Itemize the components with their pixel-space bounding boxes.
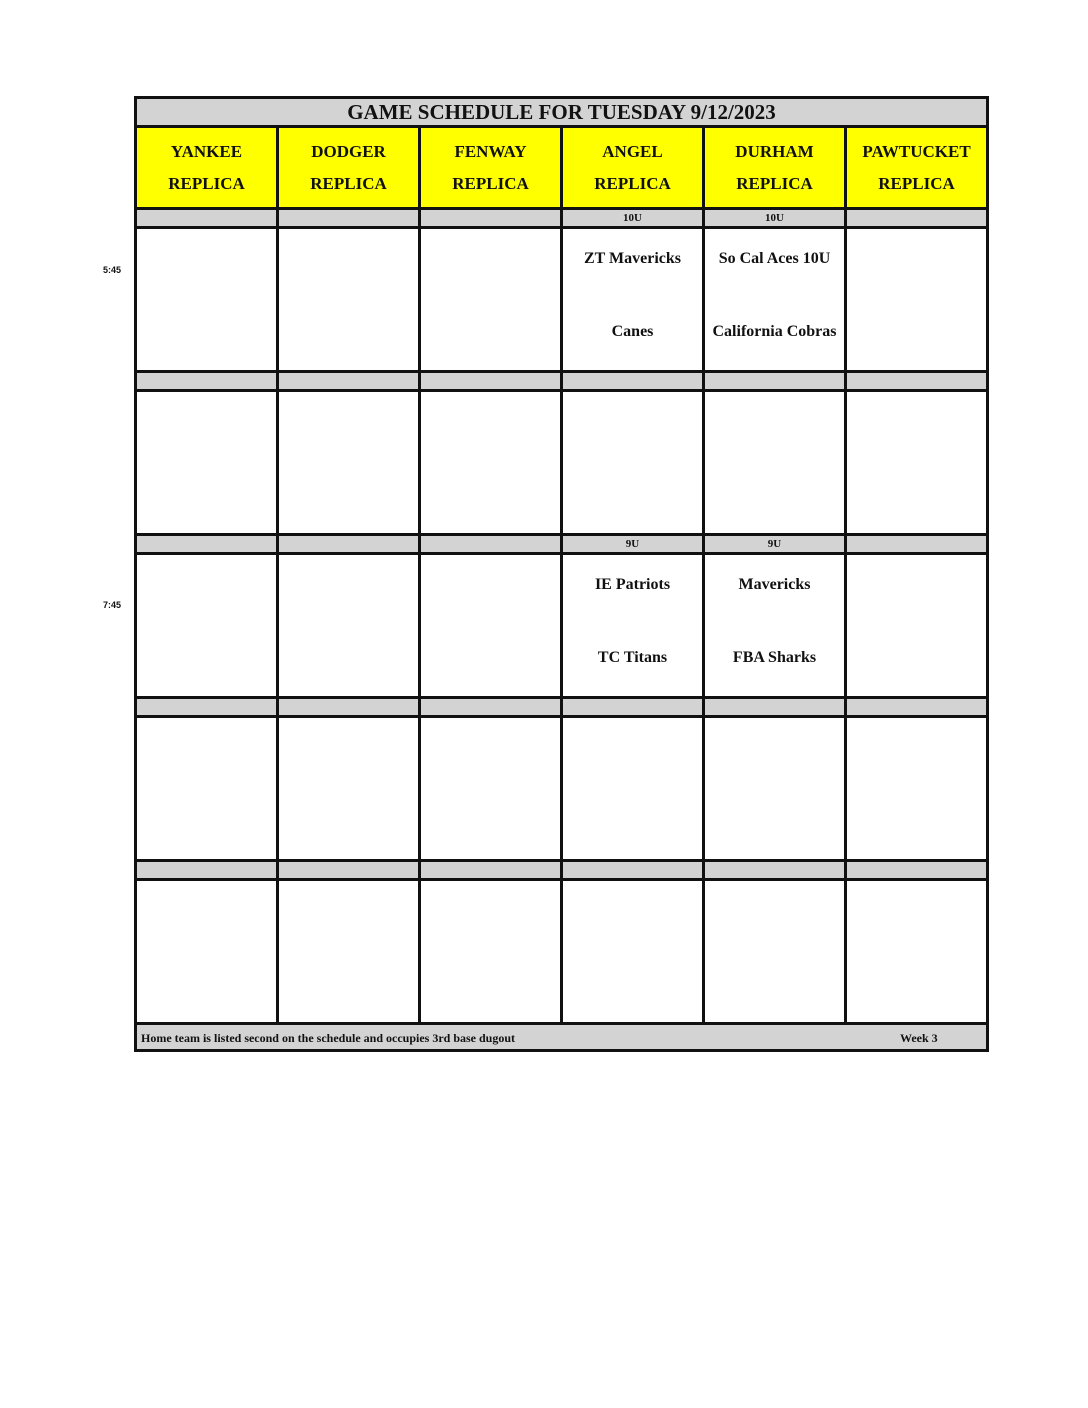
division-label bbox=[846, 535, 988, 554]
field-subtitle: REPLICA bbox=[168, 173, 245, 193]
field-name: ANGEL bbox=[602, 141, 663, 161]
schedule-footer bbox=[134, 1022, 989, 1052]
footer-bar bbox=[136, 1024, 988, 1051]
division-label bbox=[278, 861, 420, 880]
game-cell bbox=[136, 880, 278, 1024]
division-label: 10U bbox=[704, 209, 846, 228]
home-team: California Cobras bbox=[712, 323, 837, 340]
division-band-row bbox=[136, 698, 988, 717]
game-cell bbox=[278, 228, 420, 372]
field-subtitle: REPLICA bbox=[736, 173, 813, 193]
away-team: Mavericks bbox=[738, 576, 811, 593]
field-header bbox=[846, 127, 988, 209]
division-label bbox=[136, 698, 278, 717]
away-team: ZT Mavericks bbox=[583, 250, 682, 267]
field-header bbox=[704, 127, 846, 209]
field-header bbox=[278, 127, 420, 209]
field-header bbox=[562, 127, 704, 209]
game-cell bbox=[136, 554, 278, 698]
game-cell bbox=[420, 554, 562, 698]
game-cell bbox=[420, 880, 562, 1024]
division-label bbox=[136, 372, 278, 391]
division-band-row bbox=[136, 535, 988, 554]
division-label bbox=[846, 698, 988, 717]
division-label bbox=[562, 372, 704, 391]
game-cell bbox=[136, 228, 278, 372]
game-cell bbox=[136, 717, 278, 861]
division-band-row bbox=[136, 209, 988, 228]
division-label bbox=[136, 209, 278, 228]
game-row bbox=[136, 880, 988, 1024]
division-label bbox=[420, 861, 562, 880]
field-name: YANKEE bbox=[170, 141, 243, 161]
home-team: TC Titans bbox=[597, 649, 668, 666]
schedule-title: GAME SCHEDULE FOR TUESDAY 9/12/2023 bbox=[136, 98, 988, 127]
game-cell bbox=[704, 717, 846, 861]
field-header bbox=[420, 127, 562, 209]
game-cell bbox=[846, 554, 988, 698]
division-label bbox=[136, 861, 278, 880]
away-team: So Cal Aces 10U bbox=[718, 250, 831, 267]
game-cell bbox=[846, 717, 988, 861]
division-label bbox=[278, 372, 420, 391]
division-label bbox=[846, 861, 988, 880]
division-label bbox=[420, 535, 562, 554]
game-cell bbox=[846, 228, 988, 372]
game-cell bbox=[278, 391, 420, 535]
game-cell bbox=[420, 228, 562, 372]
game-cell bbox=[562, 228, 704, 372]
field-name: PAWTUCKET bbox=[862, 141, 971, 161]
slot-time-label: 5:45 bbox=[103, 265, 122, 275]
division-label bbox=[278, 209, 420, 228]
game-cell bbox=[562, 717, 704, 861]
home-team: Canes bbox=[611, 323, 654, 340]
game-cell bbox=[704, 554, 846, 698]
division-label bbox=[846, 372, 988, 391]
division-label: 9U bbox=[562, 535, 704, 554]
field-subtitle: REPLICA bbox=[452, 173, 529, 193]
game-cell bbox=[278, 554, 420, 698]
game-cell bbox=[704, 880, 846, 1024]
home-team: FBA Sharks bbox=[732, 649, 817, 666]
division-band-row bbox=[136, 372, 988, 391]
game-row bbox=[136, 228, 988, 372]
field-subtitle: REPLICA bbox=[594, 173, 671, 193]
schedule-sheet bbox=[134, 96, 989, 1052]
game-cell bbox=[136, 391, 278, 535]
division-label bbox=[278, 535, 420, 554]
division-label bbox=[562, 861, 704, 880]
footer-week: Week 3 bbox=[900, 1031, 938, 1045]
division-label: 10U bbox=[562, 209, 704, 228]
division-label: 9U bbox=[704, 535, 846, 554]
division-band-row bbox=[136, 861, 988, 880]
game-cell bbox=[278, 880, 420, 1024]
field-name: DURHAM bbox=[735, 141, 814, 161]
field-name: FENWAY bbox=[454, 141, 527, 161]
game-cell bbox=[846, 391, 988, 535]
game-cell bbox=[420, 717, 562, 861]
game-cell bbox=[562, 554, 704, 698]
division-label bbox=[562, 698, 704, 717]
division-label bbox=[420, 209, 562, 228]
field-subtitle: REPLICA bbox=[878, 173, 955, 193]
game-cell bbox=[562, 880, 704, 1024]
division-label bbox=[420, 698, 562, 717]
game-cell bbox=[704, 228, 846, 372]
game-row bbox=[136, 554, 988, 698]
field-name: DODGER bbox=[311, 141, 386, 161]
schedule-table bbox=[134, 96, 989, 1025]
footer-note: Home team is listed second on the schedule and occupies 3rd base dugout bbox=[141, 1031, 516, 1045]
game-cell bbox=[846, 880, 988, 1024]
division-label bbox=[704, 861, 846, 880]
game-cell bbox=[562, 391, 704, 535]
game-row bbox=[136, 717, 988, 861]
division-label bbox=[846, 209, 988, 228]
game-row bbox=[136, 391, 988, 535]
title-row bbox=[136, 98, 988, 127]
game-cell bbox=[420, 391, 562, 535]
game-cell bbox=[704, 391, 846, 535]
division-label bbox=[420, 372, 562, 391]
division-label bbox=[278, 698, 420, 717]
division-label bbox=[704, 372, 846, 391]
division-label bbox=[136, 535, 278, 554]
game-cell bbox=[278, 717, 420, 861]
slot-time-label: 7:45 bbox=[103, 600, 122, 610]
away-team: IE Patriots bbox=[594, 576, 671, 593]
field-header-row bbox=[136, 127, 988, 209]
field-header bbox=[136, 127, 278, 209]
division-label bbox=[704, 698, 846, 717]
field-subtitle: REPLICA bbox=[310, 173, 387, 193]
